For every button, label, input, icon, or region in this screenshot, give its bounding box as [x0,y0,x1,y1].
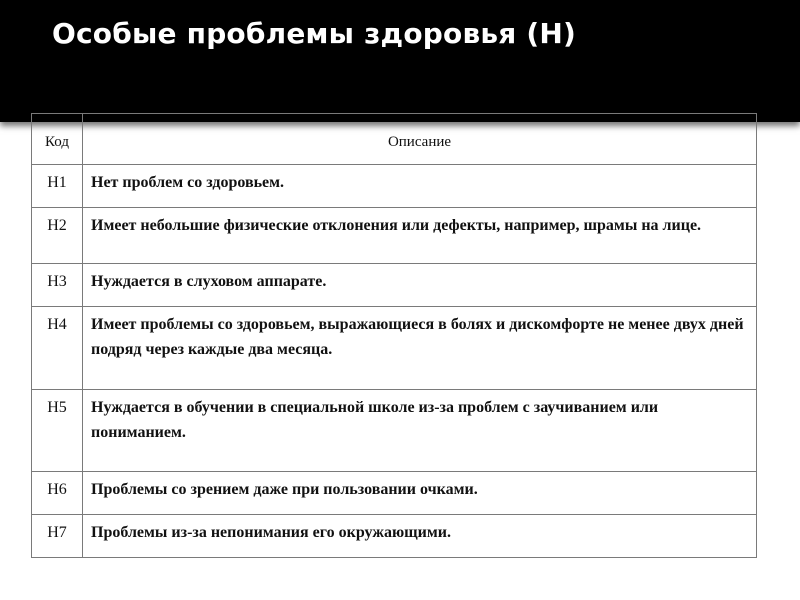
row-code: H5 [32,390,83,472]
row-description: Нет проблем со здоровьем. [83,165,757,208]
row-description: Имеет проблемы со здоровьем, выражающиеся в болях и дискомфорте не менее двух дней подряд через каждые два месяца. [83,307,757,390]
table-row [32,264,757,307]
table-row [32,307,757,390]
row-code: H1 [32,165,83,208]
table-row [32,390,757,472]
row-description: Нуждается в слуховом аппарате. [83,264,757,307]
row-code: H3 [32,264,83,307]
row-code: H6 [32,472,83,515]
title-band [0,0,800,122]
row-code: H2 [32,208,83,264]
row-code: H4 [32,307,83,390]
row-description: Проблемы со зрением даже при пользовании очками. [83,472,757,515]
row-description: Имеет небольшие физические отклонения или дефекты, например, шрамы на лице. [83,208,757,264]
table-header-row [32,114,757,165]
table-row [32,165,757,208]
row-description: Нуждается в обучении в специальной школе из-за проблем с заучиванием или пониманием. [83,390,757,472]
health-codes-table [31,113,757,558]
header-code: Код [32,114,83,165]
table-row [32,472,757,515]
row-code: H7 [32,515,83,558]
table-row [32,208,757,264]
table-row [32,515,757,558]
header-description: Описание [83,114,757,165]
slide-title: Особые проблемы здоровья (H) [52,17,577,50]
row-description: Проблемы из-за непонимания его окружающими. [83,515,757,558]
